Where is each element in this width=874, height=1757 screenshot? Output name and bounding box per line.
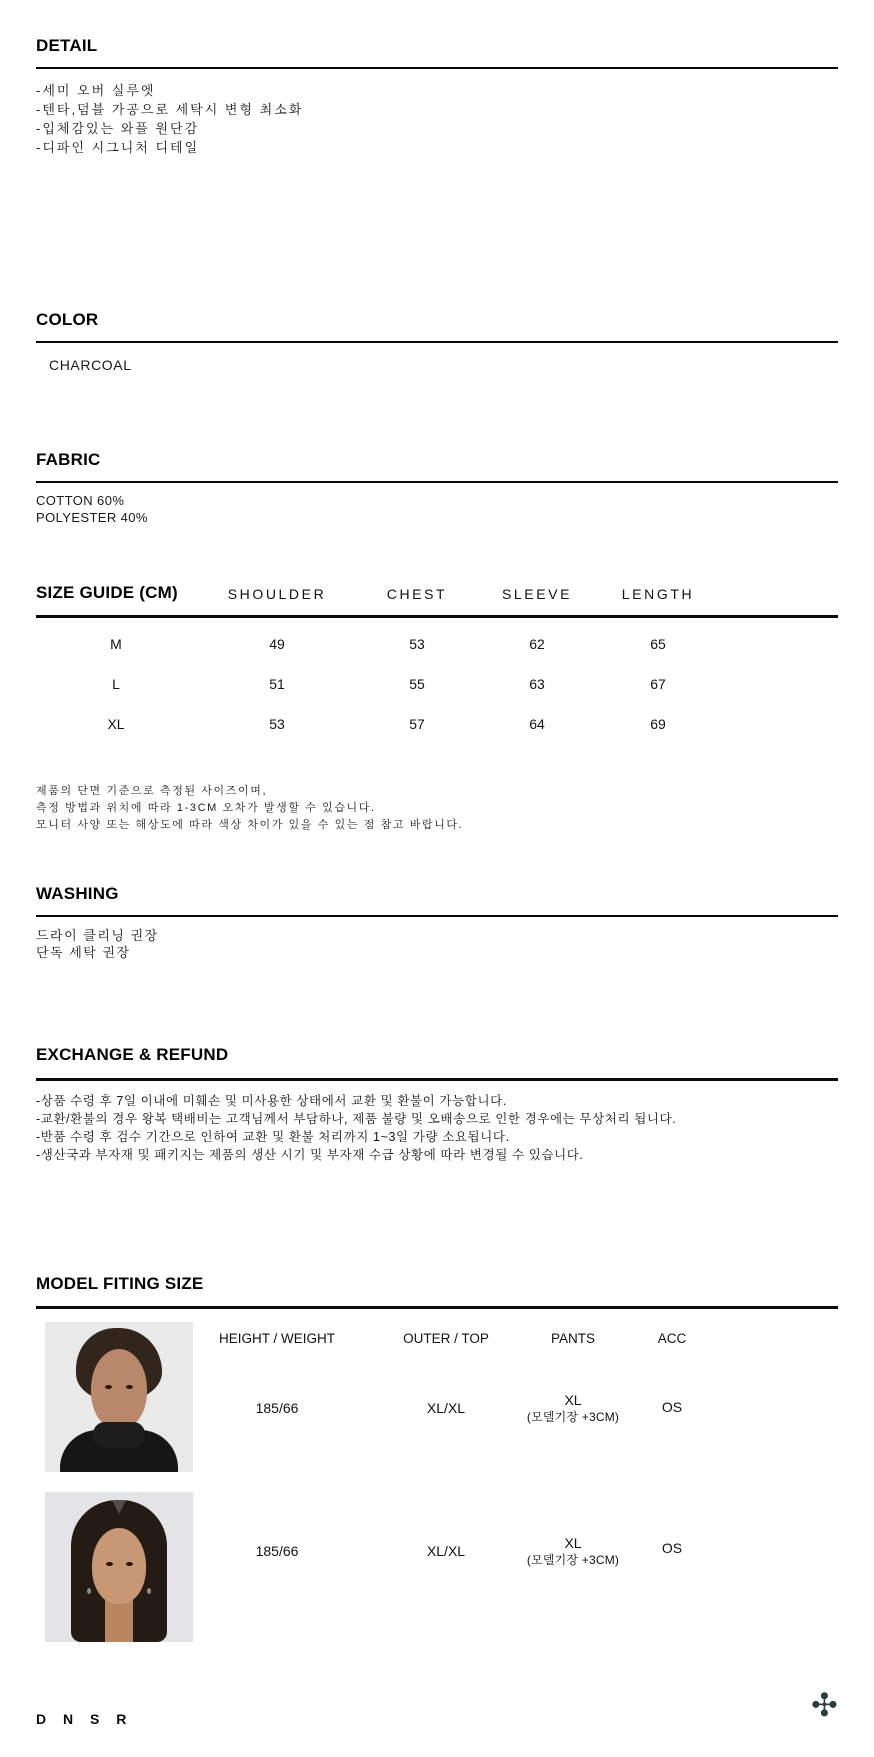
color-value: CHARCOAL [49, 357, 132, 373]
washing-line: 드라이 클리닝 권장 [36, 928, 159, 943]
chest-value: 55 [409, 676, 425, 692]
washing-title: WASHING [36, 884, 838, 917]
fabric-section [36, 450, 838, 526]
model-height-weight: 185/66 [255, 1400, 299, 1416]
fabric-line: POLYESTER 40% [36, 510, 148, 525]
sleeve-value: 63 [529, 676, 545, 692]
size-guide-table-body [36, 624, 838, 744]
column-header-length: LENGTH [621, 586, 695, 602]
washing-line: 단독 세탁 권장 [36, 945, 131, 960]
table-row [36, 704, 838, 744]
size-guide-title: SIZE GUIDE (CM) [36, 583, 178, 602]
fabric-title: FABRIC [36, 450, 838, 483]
policy-line: -생산국과 부자재 및 패키지는 제품의 생산 시기 및 부자재 수급 상황에 따라 변경될 수 있습니다. [36, 1148, 584, 1162]
exchange-refund-list [36, 1092, 838, 1164]
model-fitting-section [36, 1274, 838, 1309]
exchange-refund-title: EXCHANGE & REFUND [36, 1045, 838, 1081]
washing-section [36, 884, 838, 961]
model-outer-top: XL/XL [426, 1400, 466, 1416]
column-header-sleeve: SLEEVE [501, 586, 573, 602]
policy-line: -상품 수령 후 7일 이내에 미훼손 및 미사용한 상태에서 교환 및 환불이 가능합니다. [36, 1094, 507, 1108]
length-value: 65 [650, 636, 666, 652]
color-title: COLOR [36, 310, 838, 343]
sleeve-value: 64 [529, 716, 545, 732]
chest-value: 57 [409, 716, 425, 732]
size-guide-section [36, 583, 838, 744]
model-photo [45, 1492, 193, 1642]
model-height-weight: 185/66 [255, 1543, 299, 1559]
note-line: 측정 방법과 위치에 따라 1-3CM 오차가 발생할 수 있습니다. [36, 802, 376, 814]
model-fitting-title: MODEL FITING SIZE [36, 1274, 838, 1309]
column-header-pants: PANTS [550, 1331, 596, 1346]
model-photo [45, 1322, 193, 1472]
model-acc: OS [661, 1399, 683, 1415]
shoulder-value: 53 [269, 716, 285, 732]
floral-ornament-icon: ✣ [811, 1687, 838, 1723]
exchange-refund-section [36, 1045, 838, 1164]
model-pants: XL (모델기장 +3CM) [526, 1392, 620, 1424]
color-section [36, 310, 838, 374]
length-value: 69 [650, 716, 666, 732]
earring [87, 1588, 91, 1594]
size-guide-header-row [36, 583, 838, 618]
column-header-shoulder: SHOULDER [227, 586, 327, 602]
model-pants: XL (모델기장 +3CM) [526, 1535, 620, 1567]
column-header-height-weight: HEIGHT / WEIGHT [218, 1331, 336, 1346]
detail-item: -텐타,덤블 가공으로 세탁시 변형 최소화 [36, 102, 304, 117]
model-acc: OS [661, 1540, 683, 1556]
policy-line: -반품 수령 후 검수 기간으로 인하여 교환 및 환불 처리까지 1~3일 가량 소요됩니다. [36, 1130, 510, 1144]
detail-item: -입체감있는 와플 원단감 [36, 121, 200, 136]
size-label: XL [107, 716, 125, 732]
brand-logo: D N S R [36, 1711, 133, 1727]
pants-note: (모델기장 +3CM) [526, 1410, 620, 1424]
chest-value: 53 [409, 636, 425, 652]
size-label: L [112, 676, 120, 692]
size-label: M [110, 636, 122, 652]
pants-note: (모델기장 +3CM) [526, 1553, 620, 1567]
detail-section [36, 36, 838, 157]
shoulder-value: 51 [269, 676, 285, 692]
model-face [91, 1349, 147, 1429]
model-face [92, 1528, 146, 1604]
sleeve-value: 62 [529, 636, 545, 652]
table-row [36, 624, 838, 664]
column-header-acc: ACC [657, 1331, 687, 1346]
detail-item: -세미 오버 실루엣 [36, 83, 156, 98]
note-line: 제품의 단면 기준으로 측정된 사이즈이며, [36, 785, 268, 797]
policy-line: -교환/환불의 경우 왕복 택배비는 고객님께서 부담하나, 제품 불량 및 오배송으로 인한 경우에는 무상처리 됩니다. [36, 1112, 677, 1126]
length-value: 67 [650, 676, 666, 692]
fabric-line: COTTON 60% [36, 493, 125, 508]
detail-title: DETAIL [36, 36, 838, 69]
detail-item: -디파인 시그니처 디테일 [36, 140, 200, 155]
earring [147, 1588, 151, 1594]
column-header-outer-top: OUTER / TOP [403, 1331, 489, 1346]
model-outer-top: XL/XL [426, 1543, 466, 1559]
column-header-chest: CHEST [386, 586, 448, 602]
table-row [36, 664, 838, 704]
detail-list [36, 81, 838, 157]
turtleneck-sweater [60, 1430, 178, 1472]
note-line: 모니터 사양 또는 해상도에 따라 색상 차이가 있을 수 있는 점 참고 바랍니다. [36, 819, 464, 831]
shoulder-value: 49 [269, 636, 285, 652]
size-guide-notes [36, 783, 838, 834]
